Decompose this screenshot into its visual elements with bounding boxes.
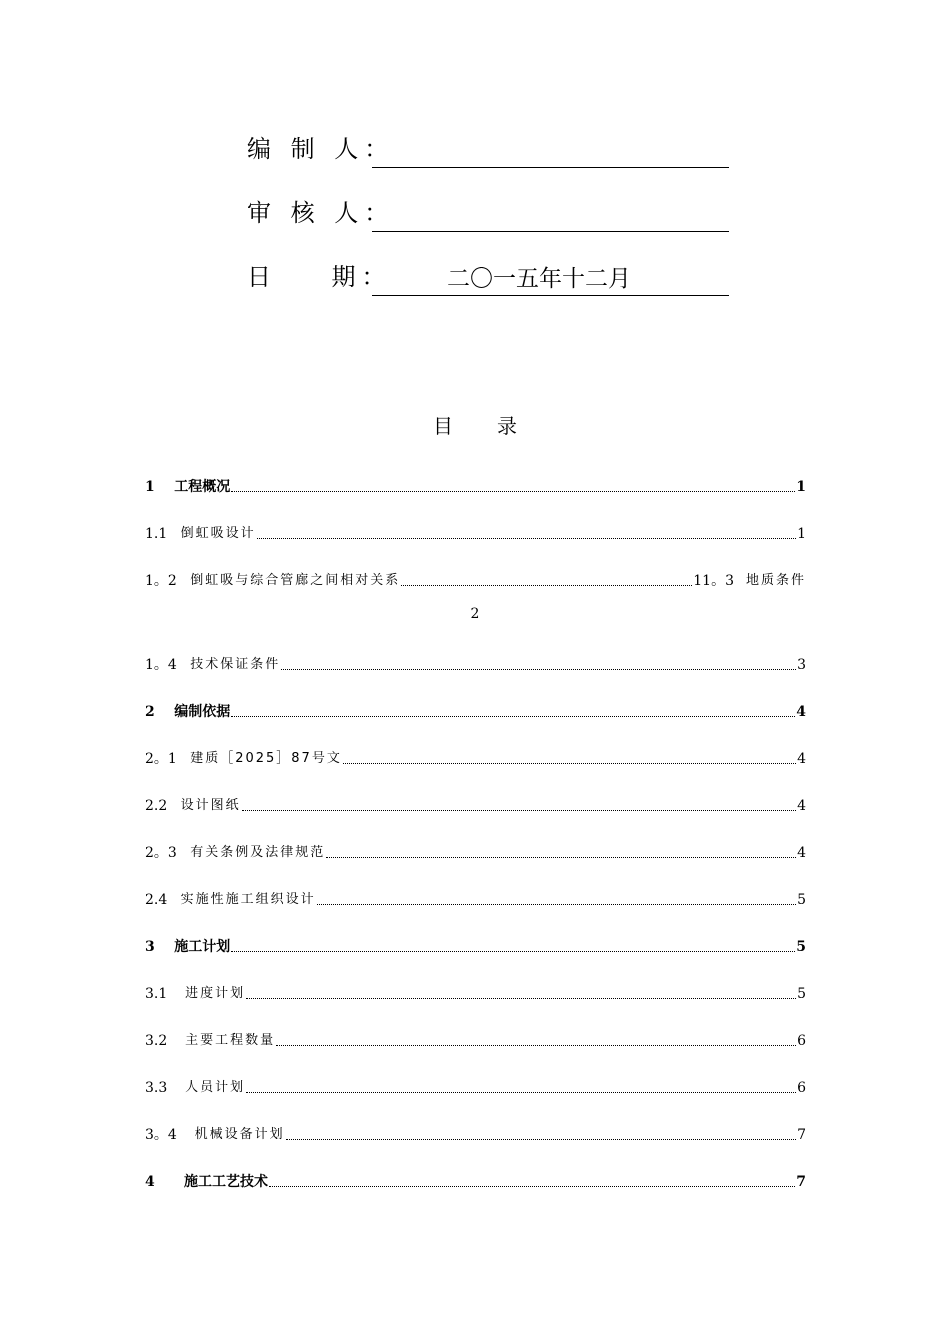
toc-entry[interactable] [145, 476, 806, 496]
toc-entry-page: 1 [797, 526, 806, 542]
toc-entry-number: 3.3 [145, 1080, 168, 1096]
reviewer-line [372, 201, 729, 232]
toc-entry-number: 1。4 [145, 657, 177, 673]
toc-entry-page: 5 [796, 939, 806, 955]
toc-entry[interactable] [145, 1077, 806, 1097]
toc-entry-page: 3 [797, 657, 806, 673]
toc-leader-dots [286, 1138, 796, 1140]
compiler-line [372, 137, 729, 168]
toc-entry-page: 4 [797, 845, 806, 861]
toc-leader-dots [326, 856, 796, 858]
toc-entry-number: 3.1 [145, 986, 168, 1002]
toc-entry-page: 5 [797, 986, 806, 1002]
toc-entry-title: 编制依据 [174, 704, 231, 720]
toc-entry-number: 2 [145, 704, 155, 720]
toc-entry-title: 人员计划 [185, 1080, 246, 1095]
toc-entry-number: 2.4 [145, 892, 168, 908]
toc-entry-page: 7 [797, 1127, 806, 1143]
date-row [247, 256, 729, 296]
toc-leader-dots [246, 1091, 796, 1093]
toc-entry-number: 2.2 [145, 798, 168, 814]
toc-title-char-1: 目 [433, 414, 453, 438]
date-value: 二〇一五年十二月 [447, 266, 631, 292]
toc-entry[interactable] [145, 701, 806, 721]
toc-leader-dots [317, 903, 796, 905]
date-line [372, 265, 729, 296]
toc-entry-title: 设计图纸 [180, 798, 241, 813]
toc-entry-title: 有关条例及法律规范 [190, 845, 326, 860]
toc-entry-title: 建质［2025］87号文 [190, 751, 342, 766]
toc-leader-dots [276, 1044, 796, 1046]
toc-entry-page: 6 [797, 1033, 806, 1049]
toc-entry-tail: 地质条件 [745, 573, 806, 588]
toc-leader-dots [242, 809, 796, 811]
toc-entry-page: 5 [797, 892, 806, 908]
toc-entry[interactable] [145, 983, 806, 1003]
toc-entry[interactable] [145, 748, 806, 768]
reviewer-row [247, 192, 729, 232]
toc-entry-page: 4 [797, 751, 806, 767]
toc-entry[interactable] [145, 889, 806, 909]
toc-entry-title: 施工计划 [174, 939, 231, 955]
toc-entry[interactable] [145, 570, 806, 590]
compiler-label: 编 制 人： [247, 135, 395, 163]
toc-entry[interactable] [145, 1124, 806, 1144]
toc-entry-title: 工程概况 [174, 479, 231, 495]
toc-entry-title: 施工工艺技术 [184, 1174, 268, 1190]
toc-entry-page: 1 [796, 479, 806, 495]
toc-entry[interactable] [145, 842, 806, 862]
toc-entry[interactable] [145, 1171, 806, 1191]
toc-entry-page: 7 [796, 1174, 806, 1190]
date-label: 日 期： [247, 263, 392, 291]
toc-entry-number: 3。4 [145, 1127, 177, 1143]
toc-title-char-2: 录 [497, 414, 517, 438]
toc-wrapped-page: 2 [470, 606, 480, 622]
toc-leader-dots [231, 715, 795, 717]
toc-entry-number: 1 [145, 479, 155, 495]
toc-entry-number: 1.1 [145, 526, 168, 542]
toc-leader-dots [257, 537, 796, 539]
toc-entry[interactable] [145, 523, 806, 543]
toc-entry-title: 实施性施工组织设计 [180, 892, 316, 907]
toc-entry[interactable] [145, 795, 806, 815]
reviewer-label: 审 核 人： [247, 199, 395, 227]
toc-entry[interactable] [145, 936, 806, 956]
toc-leader-dots [343, 762, 796, 764]
toc-title [0, 410, 950, 439]
toc-entry-page: 4 [796, 704, 806, 720]
toc-entry-title: 倒虹吸设计 [180, 526, 256, 541]
toc-entry-page: 4 [797, 798, 806, 814]
toc-entry-title: 机械设备计划 [194, 1127, 285, 1142]
toc-leader-dots [231, 950, 795, 952]
toc-leader-dots [231, 490, 795, 492]
toc-entry[interactable] [145, 1030, 806, 1050]
toc-leader-dots [269, 1185, 795, 1187]
toc-entry-number: 4 [145, 1174, 155, 1190]
toc-entry[interactable] [145, 654, 806, 674]
toc-entry-title: 倒虹吸与综合管廊之间相对关系 [190, 573, 401, 588]
toc-entry-number: 1。2 [145, 573, 177, 589]
toc-entry-number: 2。1 [145, 751, 177, 767]
toc-entry-title: 主要工程数量 [185, 1033, 276, 1048]
toc-entry-title: 技术保证条件 [190, 657, 281, 672]
toc-entry-number: 3.2 [145, 1033, 168, 1049]
toc-leader-dots [246, 997, 796, 999]
toc-leader-dots [401, 584, 692, 586]
toc-entry-number: 3 [145, 939, 155, 955]
toc-entry-page: 11。3 [693, 573, 734, 589]
toc-entry-number: 2。3 [145, 845, 177, 861]
toc-entry-page: 6 [797, 1080, 806, 1096]
toc-entry-title: 进度计划 [185, 986, 246, 1001]
compiler-row [247, 128, 729, 168]
toc-leader-dots [281, 668, 796, 670]
